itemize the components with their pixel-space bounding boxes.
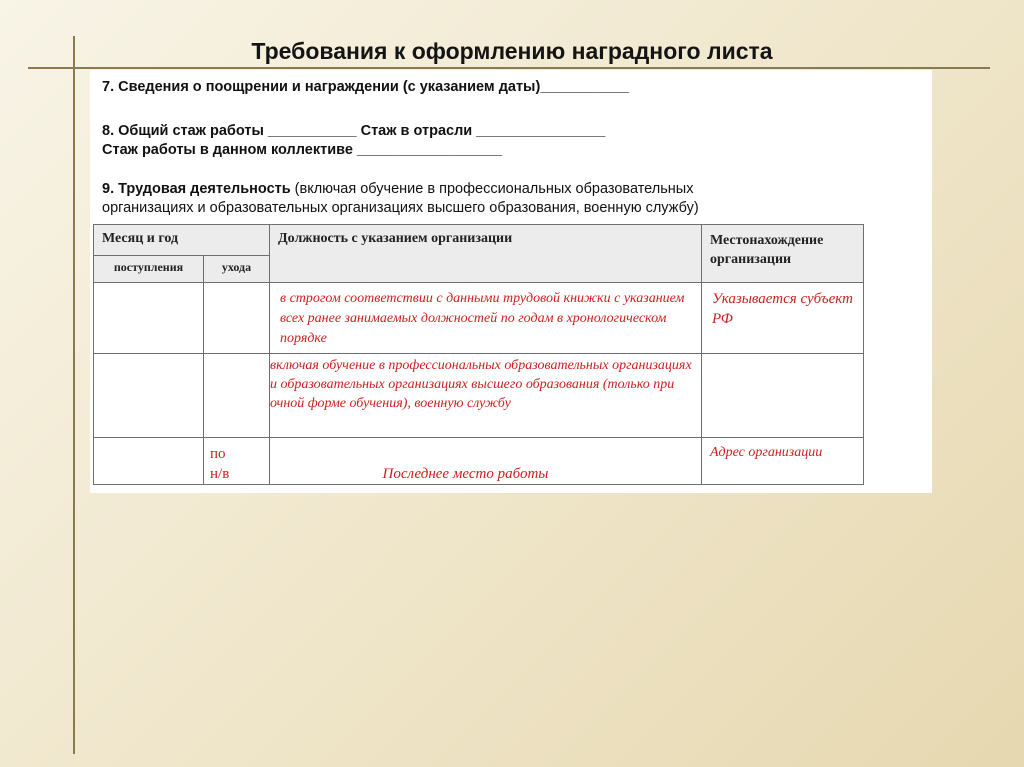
- section-8-text: 8. Общий стаж работы ___________ Стаж в отрасли ________________: [102, 123, 606, 139]
- cell-admission: [94, 354, 204, 438]
- cell-location: Указывается субъект РФ: [702, 283, 864, 354]
- header-location: Местонахождение организации: [702, 225, 864, 283]
- cell-position: включая обучение в профессиональных образовательных организациях и образовательных организациях высшего образования (только при очной форме обучения), военную службу: [270, 354, 702, 438]
- cell-leaving: [204, 354, 270, 438]
- slide-title: Требования к оформлению наградного листа: [251, 38, 773, 64]
- cell-leaving: [204, 438, 270, 485]
- cell-leaving: [204, 283, 270, 354]
- section-9-line-2: [102, 199, 699, 218]
- table-row: [94, 283, 864, 354]
- document-excerpt: [90, 70, 932, 493]
- section-7-text: 7. Сведения о поощрении и награждении (с указанием даты)___________: [102, 79, 629, 95]
- section-7: [102, 78, 629, 97]
- cell-location: [702, 354, 864, 438]
- cell-position: Последнее место работы: [270, 438, 702, 485]
- section-9-text: (включая обучение в профессиональных образовательных: [290, 181, 694, 197]
- cell-admission: [94, 283, 204, 354]
- decorative-vertical-line: [73, 36, 75, 754]
- section-8-text-2: Стаж работы в данном коллективе __________________: [102, 142, 503, 158]
- cell-leaving-text: по н/в: [210, 446, 230, 482]
- header-month-year: Месяц и год: [94, 225, 270, 256]
- section-8-line-2: [102, 141, 502, 160]
- cell-location: Адрес организации: [702, 438, 864, 485]
- table-row: [94, 438, 864, 485]
- section-8-line-1: [102, 122, 605, 141]
- section-9-text-2: организациях и образовательных организациях высшего образования, военную службу): [102, 200, 699, 216]
- header-leaving: ухода: [204, 256, 270, 283]
- header-admission: поступления: [94, 256, 204, 283]
- cell-position: в строгом соответствии с данными трудовой книжки с указанием всех ранее занимаемых должностей по годам в хронологическом порядке: [270, 283, 702, 354]
- work-history-table: [93, 224, 864, 485]
- decorative-horizontal-line: [28, 67, 990, 69]
- table-header-row: [94, 225, 864, 256]
- table-row: [94, 354, 864, 438]
- section-9-line-1: [102, 180, 693, 199]
- header-position: Должность с указанием организации: [270, 225, 702, 283]
- section-9-heading: 9. Трудовая деятельность: [102, 181, 291, 197]
- cell-admission: [94, 438, 204, 485]
